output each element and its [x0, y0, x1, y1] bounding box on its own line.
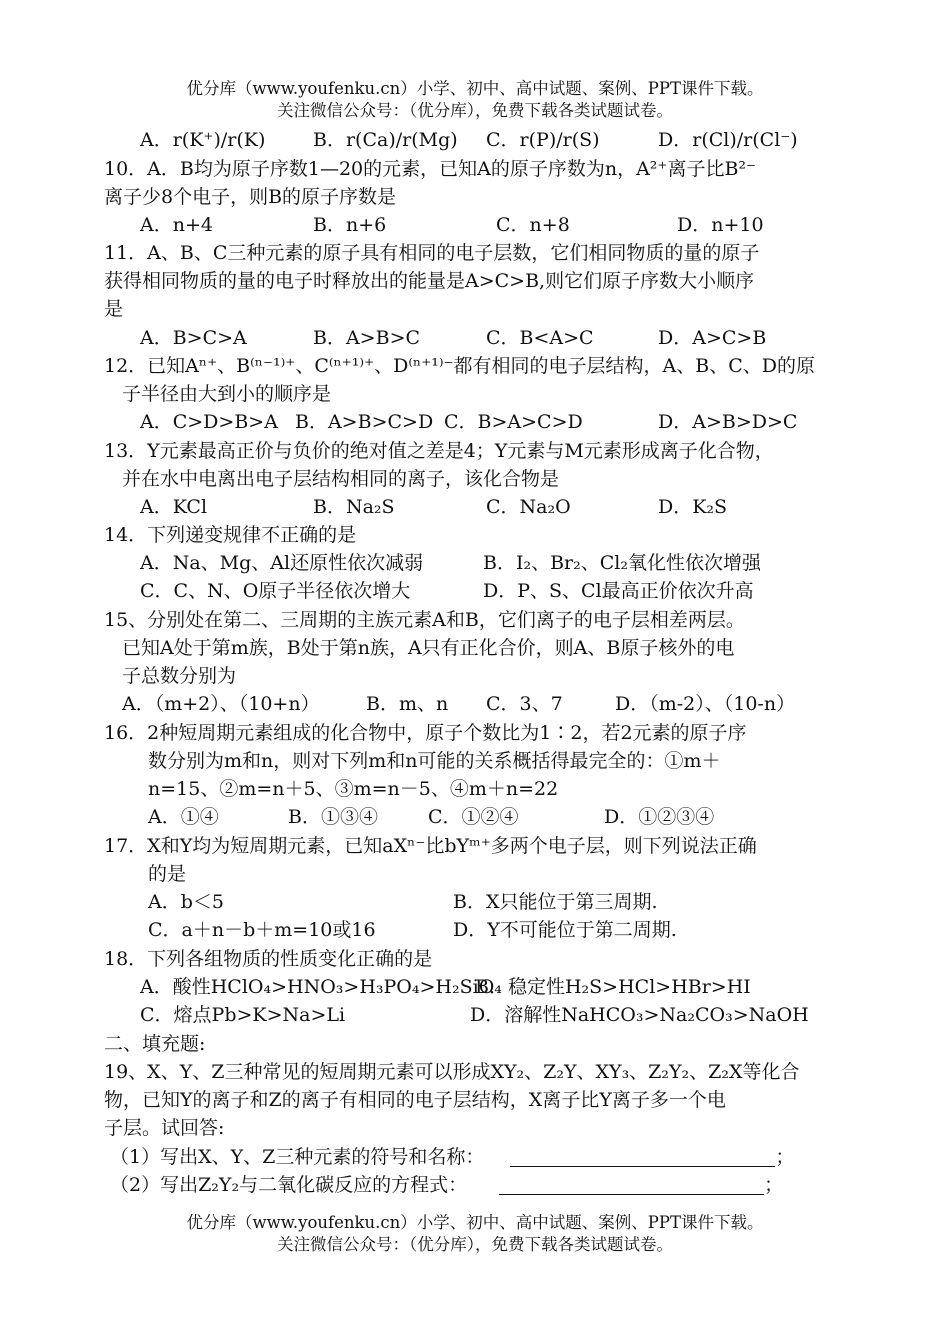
q17-option-a: A．b＜5 [148, 891, 224, 913]
q15-line-3: 子总数分别为 [122, 665, 237, 687]
q12-option-b: B．A>B>C>D [295, 411, 434, 433]
q10-option-d: D．n+10 [677, 214, 764, 236]
q19-line-3: 子层。试回答: [104, 1117, 225, 1139]
q15-line-2: 已知A处于第m族，B处于第n族，A只有正化合价，则A、B原子核外的电 [122, 637, 735, 659]
q9-option-b: B．r(Ca)/r(Mg) [313, 129, 458, 151]
q15-option-b: B．m、n [366, 693, 449, 715]
q13-line-2: 并在水中电离出电子层结构相同的离子，该化合物是 [122, 468, 560, 490]
page-header [0, 78, 950, 122]
q11-line-3: 是 [104, 298, 124, 320]
q9-option-c: C．r(P)/r(S) [486, 129, 600, 151]
q9-option-a: A．r(K⁺)/r(K) [140, 129, 266, 151]
q17-line-2: 的是 [148, 863, 187, 885]
q19-sub-2 [110, 1172, 783, 1200]
q13-line-1: 13．Y元素最高正价与负价的绝对值之差是4；Y元素与M元素形成离子化合物， [104, 440, 774, 462]
q14-option-a: A．Na、Mg、Al还原性依次减弱 [140, 552, 424, 574]
q19-sub-1-text: （1）写出X、Y、Z三种元素的符号和名称： [110, 1146, 485, 1168]
q13-option-d: D．K₂S [658, 496, 728, 518]
q19-sub-2-end: ； [764, 1174, 784, 1196]
q12-line-1: 12．已知Aⁿ⁺、B⁽ⁿ⁻¹⁾⁺、C⁽ⁿ⁺¹⁾⁺、D⁽ⁿ⁺¹⁾⁻都有相同的电子层结构，A、B、C、D的原 [104, 355, 816, 377]
q18-line-1: 18．下列各组物质的性质变化正确的是 [104, 948, 433, 970]
q19-sub-2-text: （2）写出Z₂Y₂与二氧化碳反应的方程式： [110, 1174, 468, 1196]
q14-option-c: C．C、N、O原子半径依次增大 [140, 580, 411, 602]
q16-option-c: C．①②④ [428, 806, 519, 828]
q11-option-c: C．B<A>C [486, 327, 594, 349]
section-heading-fill-in: 二、填充题: [104, 1033, 206, 1055]
q19-line-1: 19、X、Y、Z三种常见的短周期元素可以形成XY₂、Z₂Y、XY₃、Z₂Y₂、Z₂X等化合 [104, 1061, 800, 1083]
q15-option-c: C．3、7 [486, 693, 563, 715]
q12-line-2: 子半径由大到小的顺序是 [122, 383, 332, 405]
q15-line-1: 15、分别处在第二、三周期的主族元素A和B，它们离子的电子层相差两层。 [104, 609, 745, 631]
q16-line-2: 数分别为m和n，则对下列m和n可能的关系概括得最完全的：①m＋ [148, 750, 721, 772]
header-line-2: 关注微信公众号：（优分库），免费下载各类试题试卷。 [277, 101, 673, 120]
q12-option-a: A．C>D>B>A [140, 411, 278, 433]
q11-option-b: B．A>B>C [313, 327, 421, 349]
q14-option-d: D．P、S、Cl最高正价依次升高 [483, 580, 754, 602]
q10-line-2: 离子少8个电子，则B的原子序数是 [104, 186, 397, 208]
q18-option-d: D．溶解性NaHCO₃>Na₂CO₃>NaOH [470, 1004, 809, 1026]
q16-option-a: A．①④ [148, 806, 219, 828]
q16-line-3: n=15、②m=n＋5、③m=n－5、④m＋n=22 [148, 778, 559, 800]
q12-option-c: C．B>A>C>D [444, 411, 583, 433]
q14-line-1: 14．下列递变规律不正确的是 [104, 524, 357, 546]
footer-line-2: 关注微信公众号：（优分库），免费下载各类试题试卷。 [277, 1235, 673, 1254]
q11-option-d: D．A>C>B [658, 327, 767, 349]
q16-option-d: D．①②③④ [604, 806, 715, 828]
q13-option-c: C．Na₂O [486, 496, 571, 518]
q18-option-b: B．稳定性H₂S>HCl>HBr>HI [475, 976, 751, 998]
q10-option-a: A．n+4 [140, 214, 213, 236]
q9-option-d: D．r(Cl)/r(Cl⁻) [658, 129, 798, 151]
header-line-1: 优分库（www.youfenku.cn）小学、初中、高中试题、案例、PPT课件下载。 [186, 79, 764, 98]
q10-option-b: B．n+6 [313, 214, 387, 236]
q15-option-d: D．（m-2）、（10-n） [615, 693, 796, 715]
q13-option-a: A．KCl [140, 496, 208, 518]
q13-option-b: B．Na₂S [313, 496, 395, 518]
q11-line-2: 获得相同物质的量的电子时释放出的能量是A>C>B,则它们原子序数大小顺序 [104, 270, 755, 292]
q11-line-1: 11．A、B、C三种元素的原子具有相同的电子层数，它们相同物质的量的原子 [104, 242, 760, 264]
q17-option-b: B．X只能位于第三周期. [453, 891, 658, 913]
q18-option-c: C．熔点Pb>K>Na>Li [140, 1004, 346, 1026]
q17-option-d: D．Y不可能位于第二周期. [453, 919, 677, 941]
q11-option-a: A．B>C>A [140, 327, 247, 349]
q14-option-b: B．I₂、Br₂、Cl₂氧化性依次增强 [483, 552, 761, 574]
q12-option-d: D．A>B>D>C [658, 411, 798, 433]
q10-line-1: 10．A．B均为原子序数1—20的元素，已知A的原子序数为n，A²⁺离子比B²⁻ [104, 158, 757, 180]
q15-option-a: A．（m+2）、（10+n） [122, 693, 320, 715]
page-footer [0, 1212, 950, 1256]
q10-option-c: C．n+8 [496, 214, 570, 236]
q19-line-2: 物，已知Y的离子和Z的离子有相同的电子层结构，X离子比Y离子多一个电 [104, 1089, 726, 1111]
q17-option-c: C．a＋n－b＋m=10或16 [148, 919, 376, 941]
q19-sub-1 [110, 1144, 794, 1172]
q19-answer-blank-2[interactable] [499, 1174, 764, 1195]
q16-option-b: B．①③④ [288, 806, 378, 828]
footer-line-1: 优分库（www.youfenku.cn）小学、初中、高中试题、案例、PPT课件下载。 [186, 1213, 764, 1232]
q19-answer-blank-1[interactable] [510, 1146, 775, 1167]
q16-line-1: 16．2种短周期元素组成的化合物中，原子个数比为1∶2，若2元素的原子序 [104, 722, 747, 744]
q18-option-a: A．酸性HClO₄>HNO₃>H₃PO₄>H₂SiO₄ [140, 976, 502, 998]
q17-line-1: 17．X和Y均为短周期元素，已知aXⁿ⁻比bYᵐ⁺多两个电子层，则下列说法正确 [104, 835, 757, 857]
q19-sub-1-end: ； [775, 1146, 795, 1168]
